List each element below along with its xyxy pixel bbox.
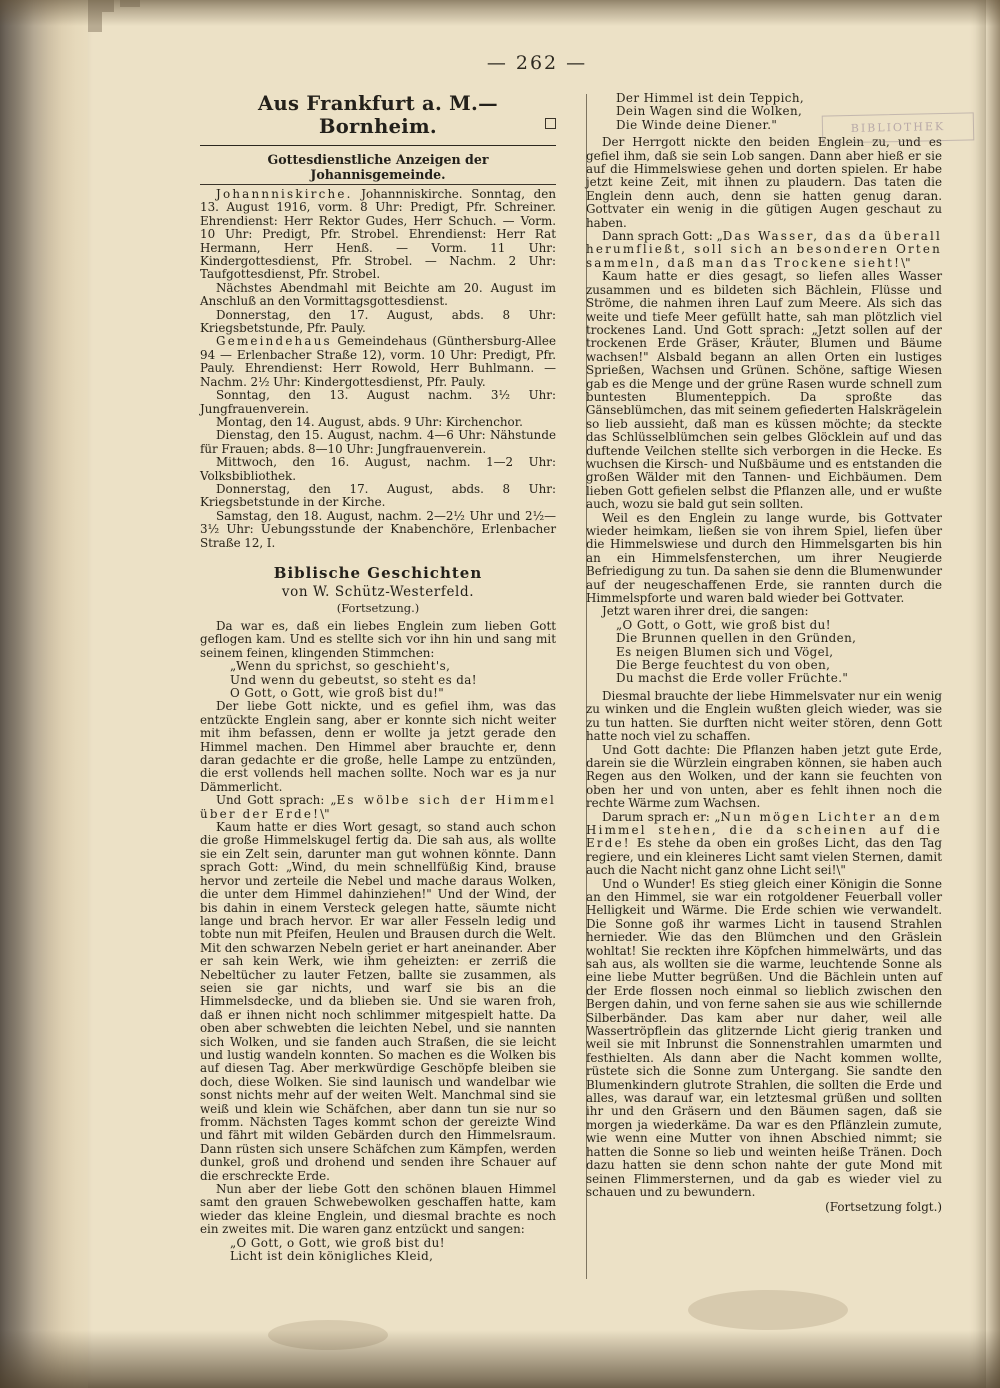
page-content — [200, 91, 946, 1292]
verse-line: Die Berge feuchtest du von oben, — [616, 658, 831, 673]
story-paragraph: Diesmal brauchte der liebe Himmelsvater nur ein wenig zu winken und die Englein wußten gleich wieder, was sie zu tun hatten. Sie durften nicht weiter stören, denn Gott hatte noch viel zu schaffen. — [586, 688, 942, 744]
column-right — [586, 91, 946, 1292]
story-paragraph: Jetzt waren ihrer drei, die sangen: — [602, 604, 809, 619]
scan-edge-right — [984, 0, 1000, 1388]
scan-edge-top — [0, 0, 1000, 26]
story-author: von W. Schütz-Westerfeld. — [281, 583, 475, 600]
verse-line: Der Himmel ist dein Teppich, — [616, 91, 805, 105]
verse-line: Die Winde deine Diener." — [616, 117, 778, 132]
library-stamp: BIBLIOTHEK — [822, 112, 975, 143]
page-title: Aus Frankfurt a. M.—Bornheim. — [258, 92, 498, 138]
story-paragraph: Der liebe Gott nickte, und es gefiel ihm, was das entzückte Englein sang, aber er konnte sich nicht weiter mit ihm befassen, denn er wollte ja jetzt gerade den Himmel machen. Den Himmel aber brauchte er, denn daran gedachte er die große, helle Lampe zu entzünden, die erst vollends hell machen sollte. Noch war es ja nur Dämmerlicht. — [200, 699, 556, 794]
story-paragraph: Nun aber der liebe Gott den schönen blauen Himmel samt den grauen Schwebewolken geschaffen hatte, kam wieder das kleine Englein, und diesmal brachte es noch ein zweites mit. Die waren ganz entzückt und sangen: — [200, 1182, 556, 1237]
service-paragraph: Mittwoch, den 16. August, nachm. 1—2 Uhr: Volksbibliothek. — [200, 455, 556, 483]
page-stain — [688, 1290, 848, 1330]
verse-line: Die Brunnen quellen in den Gründen, — [616, 631, 857, 646]
story-paragraph: Kaum hatte er dies gesagt, so liefen alles Wasser zusammen und es bildeten sich Bächlein, Flüsse und Ströme, die nahmen ihren Lauf zum Meere. Als sich das weite und tiefe Meer gefüllt hatte, sah man plötzlich viel trockenes Land. Und Gott sprach: „Jetzt sollen auf der trockenen Erde Gräser, Kräuter, Blumen und Bäume wachsen!" Alsbald begann an allen Orten ein lustiges Sprießen, Wachsen und Grünen. Schöne, saftige Wiesen gab es die Menge und der grüne Rasen wurde schnell zum buntesten Blumenteppich. Da sproßte das Gänseblümchen, das mit seinem gefiederten Halskrägelein so lieb aussieht, daß man es küssen möchte; da steckte das Schlüsselblümchen sein gelbes Glöcklein auf und das duftende Veilchen stellte sich verborgen in die Hecke. Es wuchsen die Kirsch- und Nußbäume und es entstanden die großen Wälder mit den Tannen- und Eichbäumen. Dem lieben Gott gefielen selbst die Pflanzen alle, und er wußte auch, wozu sie bald gut sein sollten. — [586, 269, 942, 512]
story-title: Biblische Geschichten — [273, 563, 483, 582]
page-number: — 262 — — [486, 52, 588, 74]
story-continuation-note: (Fortsetzung.) — [336, 600, 420, 615]
story-paragraph: Dann sprach Gott: „Das Wasser, das da überall herumfließt, soll sich an besonderen Orten sammeln, daß man das Trockene sieht!\" — [586, 229, 942, 270]
service-paragraph: Sonntag, den 13. August nachm. 3½ Uhr: Jungfrauenverein. — [200, 388, 556, 416]
verse-line: „O Gott, o Gott, wie groß bist du! — [230, 1235, 445, 1250]
service-paragraph: Johannniskirche. Johannniskirche. Sonntag, den 13. August 1916, vorm. 8 Uhr: Predigt, Pfr. Schreiner. Ehrendienst: Herr Rektor Gudes, Herr Schuch. — Vorm. 10 Uhr: Predigt, Pfr. Strobel. Ehrendienst: Herr Rat Hermann, Herr Henß. — Vorm. 11 Uhr: Kindergottesdienst, Pfr. Strobel. — Nachm. 2 Uhr: Taufgottesdienst, Pfr. Strobel. — [200, 187, 556, 282]
verse-line: Und wenn du gebeutst, so steht es da! — [230, 672, 477, 687]
verse-line: Dein Wagen sind die Wolken, — [616, 104, 803, 119]
service-paragraph: Donnerstag, den 17. August, abds. 8 Uhr: Kriegsbetstunde, Pfr. Pauly. — [200, 307, 556, 336]
verse-line: „O Gott, o Gott, wie groß bist du! — [616, 617, 831, 632]
verse-line: O Gott, o Gott, wie groß bist du!" — [230, 686, 445, 700]
story-paragraph: Kaum hatte er dies Wort gesagt, so stand auch schon die große Himmelskugel fertig da. Die sah aus, als wollte sie ein Zelt sein, darunter man gut wohnen könnte. Dann sprach Gott: „Wind, du mein schnellfüßig Kind, brause hervor und zerteile die Nebel und mache daraus Wolken, die unter dem Himmel dahinziehen!" Und der Wind, der bis dahin in einem Versteck gelegen hatte, säumte nicht lange und brach hervor. Er war aller Fesseln ledig und tobte nun mit Pfeifen, Heulen und Brausen durch die Welt. Mit den schwarzen Nebeln geriet er hart aneinander. Aber er sah kein Werk, wie ihm geheizten: er zerriß die Nebeltücher zu lauter Fetzen, ballte sie zusammen, als seien sie gar nichts, und warf sie bis an die Himmelsdecke, und da blieben sie. Und sie waren froh, daß er ihnen nicht noch schlimmer mitgespielt hatte. Da oben aber schwebten die leichten Nebel, und sie nannten sich Wolken, und sie fanden auch Straßen, die sie leicht und lustig wandeln konnten. So machen es die Wolken bis auf diesen Tag. Aber merkwürdige Geschöpfe bleiben sie doch, diese Wolken. Sie sind launisch und wandelbar wie sonst nichts mehr auf der weiten Welt. Manchmal sind sie weiß und klein wie Schäfchen, aber dann tun sie nur so fromm. Nächsten Tages kommt schon der gereizte Wind und fährt mit wilden Gebärden durch den Himmelsraum. Dann rüsten sich unsere Schäfchen zum Kämpfen, werden dunkel, groß und drohend und senden ihre Schauer auf die erschreckte Erde. — [200, 820, 556, 1183]
verse-line: Es neigen Blumen sich und Vögel, — [616, 644, 834, 659]
page-leaf — [88, 0, 986, 1388]
verse-line: Du machst die Erde voller Früchte." — [616, 671, 849, 686]
scan-edge-bottom — [0, 1330, 1000, 1388]
service-paragraph: Gemeindehaus Gemeindehaus (Günthersburg-Allee 94 — Erlenbacher Straße 12), vorm. 10 Uhr: Predigt, Pfr. Pauly. Ehrendienst: Herr Rowold, Herr Buhlmann. — Nachm. 2½ Uhr: Kindergottesdienst, Pfr. Pauly. — [200, 334, 556, 389]
service-paragraph: Montag, den 14. August, abds. 9 Uhr: Kirchenchor. — [216, 414, 523, 429]
service-paragraph: Dienstag, den 15. August, nachm. 4—6 Uhr: Nähstunde für Frauen; abds. 8—10 Uhr: Jungfrauenverein. — [200, 428, 556, 456]
service-paragraph: Donnerstag, den 17. August, abds. 8 Uhr: Kriegsbetstunde in der Kirche. — [200, 481, 556, 510]
continuation-note: (Fortsetzung folgt.) — [825, 1200, 942, 1215]
service-paragraph: Nächstes Abendmahl mit Beichte am 20. August im Anschluß an den Vormittagsgottesdienst. — [200, 280, 556, 309]
story-paragraph: Und Gott sprach: „Es wölbe sich der Himmel über der Erde!\" — [200, 793, 557, 821]
services-subhead: Gottesdienstliche Anzeigen der Johannisgemeinde. — [200, 152, 556, 185]
story-paragraph: Und Gott dachte: Die Pflanzen haben jetzt gute Erde, darein sie die Würzlein eingraben können, sie haben auch Regen aus den Wolken, und der kann sie feuchten von oben her und von unten, aber es fehlt ihnen noch die rechte Wärme zum Wachsen. — [586, 742, 942, 811]
story-paragraph: Und o Wunder! Es stieg gleich einer Königin die Sonne an den Himmel, sie war ein rotgoldener Feuerball voller Helligkeit und Wärme. Die Erde schien wie verwandelt. Die Sonne goß ihr warmes Licht in tausend Strahlen hernieder. Wie das den Blümchen und den Gräslein wohltat! Sie reckten ihre Köpfchen himmelwärts, und das sah aus, als wollten sie die warme, leuchtende Sonne als eine liebe Mutter begrüßen. Und die Bächlein unten auf der Erde flossen noch einmal so lieblich zwischen den Bergen dahin, und von ferne sahen sie aus wie schillernde Silberbänder. Das kam aber nur daher, weil alle Wassertröpflein das glitzernde Licht gierig tranken und weil sie mit Inbrunst die Sonnenstrahlen umarmten und festhielten. Als dann aber die Nacht kommen wollte, rüstete sich die Sonne zum Untergang. Sie sandte den Blumenkindern glutrote Strahlen, die sollten die Erde und alles, was darauf war, ein letztesmal grüßen und sollten ihr und den Gräsern und den Bäumen sagen, daß sie morgen ja wiederkäme. Da war es den Pflänzlein zumute, wie wenn eine Mutter von ihnen Abschied nimmt; sie hatten die Sonne so lieb und weinten heiße Tränen. Doch dazu hatten sie denn schon nahte der gute Mond mit seinen Flimmersternen, und da gab es wieder viel zu schauen und zu bewundern. — [586, 876, 942, 1199]
story-paragraph: Darum sprach er: „Nun mögen Lichter an dem Himmel stehen, die da scheinen auf die Erde! Es stehe da oben ein großes Licht, das den Tag regiere, und ein kleineres Licht samt vielen Sternen, damit auch die Nacht nicht ganz ohne Licht sei!\" — [586, 809, 942, 878]
square-marker-icon — [545, 118, 556, 129]
verse-line: Licht ist dein königliches Kleid, — [230, 1249, 434, 1264]
title-rule — [200, 145, 556, 146]
story-paragraph: Weil es den Englein zu lange wurde, bis Gottvater wieder heimkam, ließen sie von ihrem Spiel, liefen über die Himmelswiese und durch den Himmelsgarten bis hin an ein Himmelsfensterchen, um ihrer Neugierde Befriedigung zu tun. Da sahen sie denn die Blumenwunder auf der neugeschaffenen Erde, sie rannten durch die Himmelspforte und waren bald wieder bei Gottvater. — [586, 510, 942, 606]
story-paragraph: Der Herrgott nickte den beiden Englein zu, und es gefiel ihm, daß sie sein Lob sangen. Dann aber hieß er sie auf die Himmelswiese gehen und dorten spielen. Er habe jetzt keine Zeit, mit ihnen zu plaudern. Das taten die Englein denn auch, denn sie hatten genug daran. Gottvater ein wenig in die gütigen Augen geschaut zu haben. — [586, 135, 942, 230]
service-paragraph: Samstag, den 18. August, nachm. 2—2½ Uhr und 2½—3½ Uhr: Uebungsstunde der Knabenchöre, Erlenbacher Straße 12, I. — [200, 508, 556, 550]
column-left — [200, 92, 556, 1292]
verse-line: „Wenn du sprichst, so geschieht's, — [230, 659, 451, 674]
story-paragraph: Da war es, daß ein liebes Englein zum lieben Gott geflogen kam. Und es stellte sich vor ihn hin und sang mit seinem feinen, klingenden Stimmchen: — [200, 618, 556, 660]
